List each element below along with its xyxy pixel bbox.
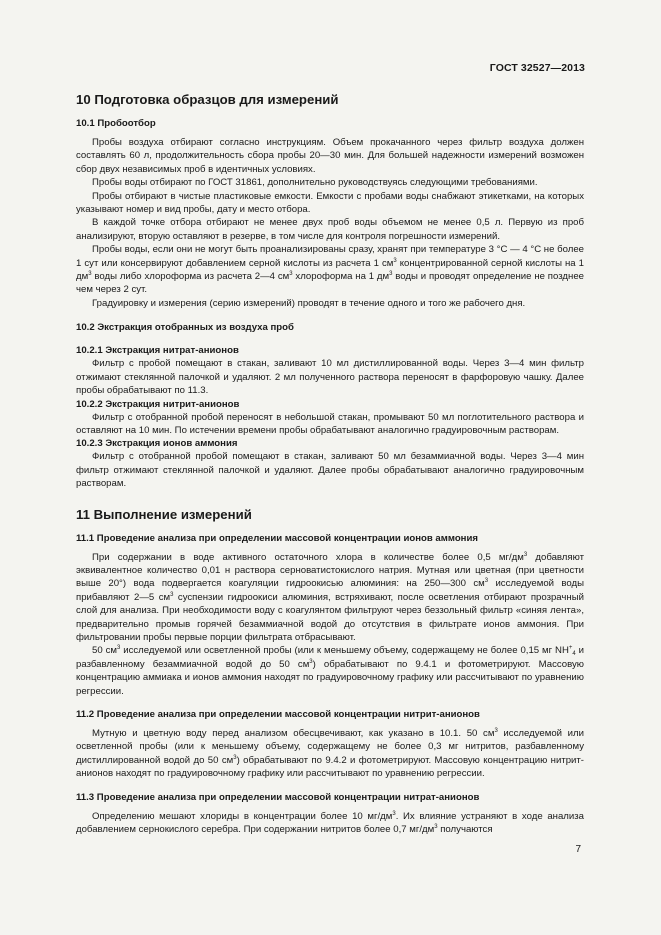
subsection-10-2-2-title: 10.2.2 Экстракция нитрит-анионов — [76, 398, 240, 410]
paragraph: При содержании в воде активного остаточного хлора в количестве более 0,5 $мг/дм^3$ добавляют эквивалентное количество 0,01 н раствора серноватистокислого натрия. Мутная или цветная (при цветности выше 20°) вода подвергается коагуляции гидроокисью алюминия: на 250—300 $см^3$ исследуемой воды прибавляют 2—5 $см^3$ суспензии гидроокиси алюминия, встряхивают, после осветления отбирают прозрачный слой для анализа. При необходимости воду с коагулянтом фильтруют через беззольный фильтр «синяя лента», предварительно промыв горячей безаммиачной водой до отсутствия в фильтрате ионов аммония. При фильтровании пробы первые порции фильтрата отбрасывают. — [76, 551, 584, 643]
paragraph: Пробы воды отбирают по ГОСТ 31861, дополнительно руководствуясь следующими требованиями. — [92, 177, 538, 189]
section-11-title: 11 Выполнение измерений — [76, 506, 252, 522]
subsection-11-1-title: 11.1 Проведение анализа при определении массовой концентрации ионов аммония — [76, 532, 478, 544]
paragraph: Мутную и цветную воду перед анализом обесцвечивают, как указано в 10.1. 50 $см^3$ исследуемой или осветленной пробы (или к меньшему объему, содержащему не более 0,3 мг нитритов, разбавленному дистиллированной водой до 50 $см^3$) обрабатывают по 9.4.2 и фотометрируют. Массовую концентрацию нитрит-анионов находят по градуировочному графику или рассчитывают по уравнению регрессии. — [76, 728, 584, 780]
page-content — [76, 92, 584, 836]
paragraph: Пробы отбирают в чистые пластиковые емкости. Емкости с пробами воды снабжают этикетками, на которых указывают номер и вид пробы, дату и место отбора. — [76, 190, 584, 216]
paragraph: Пробы воды, если они не могут быть проанализированы сразу, хранят при температуре 3 °С — 4 °С не более 1 сут или консервируют добавлением серной кислоты из расчета 1 $см^3$ концентрированной серной кислоты на 1 $дм^3$ воды либо хлороформа из расчета 2—4 $см^3$ хлороформа на 1 $дм^3$ воды и проводят определение не позднее чем через 2 сут. — [76, 244, 584, 296]
subsection-11-2-title: 11.2 Проведение анализа при определении массовой концентрации нитрит-анионов — [76, 709, 480, 720]
paragraph: В каждой точке отбора отбирают не менее двух проб воды объемом не менее 0,5 л. Первую из проб анализируют, вторую оставляют в резерве, в том числе для контроля погрешности измерений. — [76, 217, 584, 242]
subsection-10-2-3-title: 10.2.3 Экстракция ионов аммония — [76, 438, 238, 450]
paragraph: Пробы воздуха отбирают согласно инструкциям. Объем прокачанного через фильтр воздуха должен составлять 60 л, продолжительность сбора пробы 20—30 мин. Для большей надежности измерений возможен сбор двух независимых проб в идентичных условиях. — [76, 137, 584, 175]
subsection-10-2-1-title: 10.2.1 Экстракция нитрат-анионов — [76, 345, 239, 357]
paragraph: Фильтр с отобранной пробой помещают в стакан, заливают 50 мл безаммиачной воды. Через 3—4 мин фильтр отжимают стеклянной палочкой и удаляют. Далее пробы обрабатывают аналогично градуировочным растворам. — [76, 451, 584, 490]
subsection-10-1-title: 10.1 Пробоотбор — [76, 118, 156, 129]
page-number: 7 — [575, 844, 581, 855]
paragraph: Фильтр с пробой помещают в стакан, заливают 10 мл дистиллированной воды. Через 3—4 мин фильтр отжимают стеклянной палочкой и удаляют. 2 мл полученного раствора переносят в фарфоровую чашку. Далее пробы обрабатывают по 11.3. — [76, 358, 584, 397]
paragraph: Градуировку и измерения (серию измерений) проводят в течение одного и того же рабочего дня. — [92, 297, 526, 309]
paragraph: Фильтр с отобранной пробой переносят в небольшой стакан, промывают 50 мл поглотительного раствора и оставляют на 10 мин. По истечении времени пробы обрабатывают аналогично градуировочным растворам. — [76, 411, 584, 436]
paragraph: 50 $см^3$ исследуемой или осветленной пробы (или к меньшему объему, содержащему не более 0,15 мг $NH^+_4$ и разбавленному безаммиачной водой до 50 $см^3$) обрабатывают по 9.4.1 и фотометрируют. Массовую концентрацию аммиака и ионов аммония находят по градуировочному графику или рассчитывают по уравнению регрессии. — [76, 645, 585, 697]
paragraph: Определению мешают хлориды в концентрации более 10 $мг/дм^3$. Их влияние устраняют в ходе анализа добавлением сернокислого серебра. При содержании нитритов более 0,7 $мг/дм^3$ получаются — [76, 810, 584, 836]
section-10-title: 10 Подготовка образцов для измерений — [76, 92, 339, 107]
subsection-11-3-title: 11.3 Проведение анализа при определении массовой концентрации нитрат-анионов — [76, 791, 480, 803]
standard-code: ГОСТ 32527—2013 — [489, 62, 585, 74]
subsection-10-2-title: 10.2 Экстракция отобранных из воздуха проб — [76, 322, 294, 334]
